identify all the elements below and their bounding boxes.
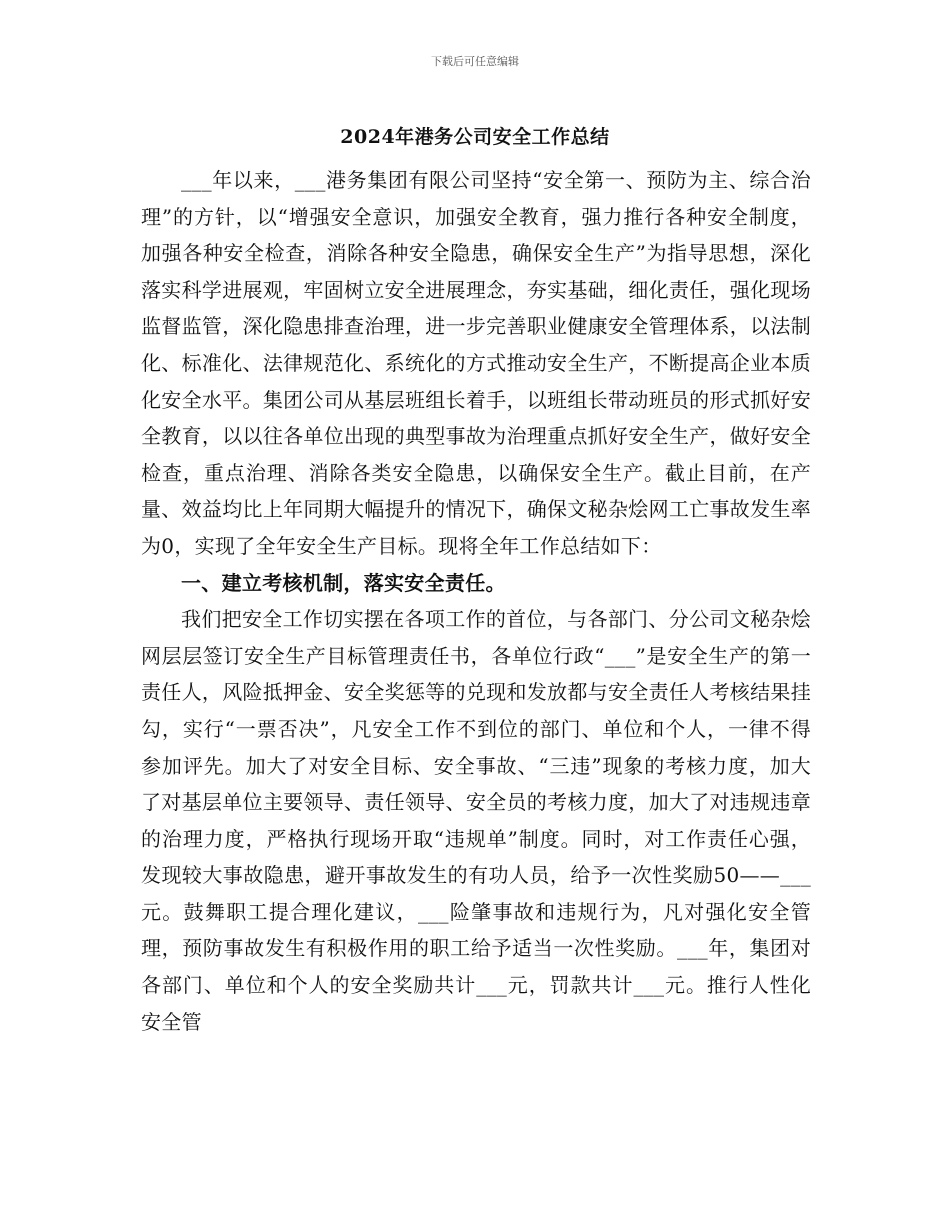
document-title: 2024年港务公司安全工作总结 [340, 126, 610, 148]
document-body [141, 162, 811, 1040]
header-note: 下载后可任意编辑 [431, 55, 519, 68]
intro-paragraph: ___年以来，___港务集团有限公司坚持“安全第一、预防为主、综合治理”的方针，以“增强安全意识，加强安全教育，强力推行各种安全制度，加强各种安全检查，消除各种安全隐患，确保安全生产”为指导思想，深化落实科学进展观，牢固树立安全进展理念，夯实基础，细化责任，强化现场监督监管，深化隐患排查治理，进一步完善职业健康安全管理体系，以法制化、标准化、法律规范化、系统化的方式推动安全生产，不断提高企业本质化安全水平。集团公司从基层班组长着手，以班组长带动班员的形式抓好安全教育，以以往各单位出现的典型事故为治理重点抓好安全生产，做好安全检查，重点治理、消除各类安全隐患，以确保安全生产。截止目前，在产量、效益均比上年同期大幅提升的情况下，确保文秘杂烩网工亡事故发生率为0，实现了全年安全生产目标。现将全年工作总结如下： [141, 168, 811, 558]
section-1-heading: 一、建立考核机制，落实安全责任。 [181, 570, 506, 595]
section-1-paragraph: 我们把安全工作切实摆在各项工作的首位，与各部门、分公司文秘杂烩网层层签订安全生产目标管理责任书，各单位行政“___”是安全生产的第一责任人，风险抵押金、安全奖惩等的兑现和发放都与安全责任人考核结果挂勾，实行“一票否决”，凡安全工作不到位的部门、单位和个人，一律不得参加评先。加大了对安全目标、安全事故、“三违”现象的考核力度，加大了对基层单位主要领导、责任领导、安全员的考核力度，加大了对违规违章的治理力度，严格执行现场开取“违规单”制度。同时，对工作责任心强，发现较大事故隐患，避开事故发生的有功人员，给予一次性奖励50——___元。鼓舞职工提合理化建议，___险肇事故和违规行为，凡对强化安全管理，预防事故发生有积极作用的职工给予适当一次性奖励。___年，集团对各部门、单位和个人的安全奖励共计___元，罚款共计___元。推行人性化安全管 [141, 607, 811, 1034]
